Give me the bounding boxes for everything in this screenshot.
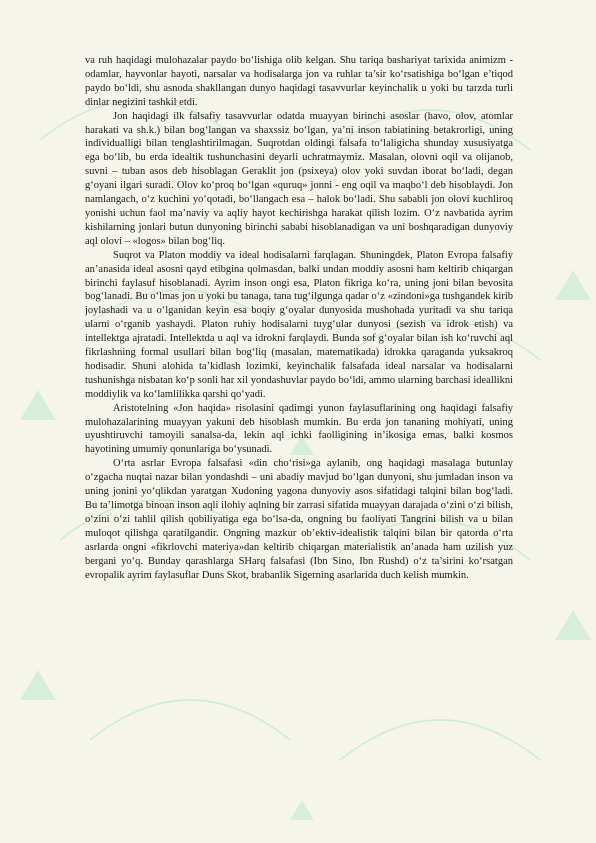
watermark-leaf-1	[20, 390, 56, 420]
paragraph-socrates-plato: Suqrot va Platon moddiy va ideal hodisalarni farqlagan. Shuningdek, Platon Evropa falsafiy an’anasida ideal asosni qayd etibgina qolmasdan, balki undan moddiy asosni ham keltirib chiqargan birinchi faylasuf hisoblanadi. Ayrim inson ongi esa, Platon fikriga ko‘ra, uning joni bilan bevosita bog‘lanadi. Bu o‘lmas jon u yoki bu tanaga, tana tug‘ilgunga qadar o‘z «zindoni»ga tushgandek kirib joylashadi va u o‘lganidan keyin esa boqiy g‘oyalar dunyosida mushohada yuritadi va shu tariqa ularni o‘rganib yashaydi. Platon ruhiy hodisalarni tuyg‘ular dunyosi (sezish va idrok etish) va intellektga ajratadi. Intellektda u aql va idrokni farqlaydi. Bunda sof g‘oyalar bilan ish ko‘ruvchi aql fikrlashning formal usullari bilan bog‘liq (masalan, matematikada) idrokka qaraganda yuksakroq hodisadir. Shuni alohida ta’kidlash lozimki, keyinchalik falsafada ideal narsalar va hodisalarni tushunishga nisbatan ko‘p sonli har xil yondashuvlar paydo bo‘ldi, ammo ularning barchasi ideallikni moddiylik va ko‘lamlilikka qarshi qo‘yadi.	[85, 249, 513, 400]
document-page	[85, 54, 513, 814]
watermark-leaf-2	[555, 270, 591, 300]
paragraph-middle-ages: O‘rta asrlar Evropa falsafasi «din cho‘risi»ga aylanib, ong haqidagi masalaga butunlay o‘zgacha nuqtai nazar bilan yondashdi – uni abadiy mavjud bo‘lgan dunyoni, shu jumladan inson va uning jonini yo‘qlikdan yaratgan Xudoning yagona dunyoviy asos sifatidagi talqini bilan bog‘ladi. Bu ta’limotga binoan inson aqli ilohiy aqlning bir zarrasi sifatida muayyan darajada o‘zini o‘zi bilish, o‘zini o‘zi tahlil qilish qobiliyatiga ega bo‘lsa-da, ongning bu faoliyati Tangrini bilish va u bilan muloqot qilishga qaratilgandir. Ongning mazkur ob’ektiv-idealistik talqini bilan bir qatorda o‘rta asrlarda ongni «fikrlovchi materiya»dan keltirib chiqargan materialistik an’anada ham uzilish yuz bergani yo‘q. Bunday qarashlarga SHarq falsafasi (Ibn Sino, Ibn Rushd) o‘z ta’sirini ko‘rsatgan evropalik ayrim faylasuflar Duns Skot, brabanlik Sigerning asarlarida duch kelish mumkin.	[85, 458, 513, 581]
watermark-leaf-3	[20, 670, 56, 700]
paragraph-animism: va ruh haqidagi mulohazalar paydo bo‘lishiga olib kelgan. Shu tariqa bashariyat tarixida animizm - odamlar, hayvonlar hayoti, narsalar va hodisalarga jon va ruhlar ta’sir ko‘rsatishiga bo‘lgan e’tiqod paydo bo‘ldi, shu asnoda shakllangan dunyo haqidagi tasavvurlar keyinchalik u yoki bu tarzda turli dinlar negizini tashkil etdi.	[85, 55, 513, 108]
paragraph-aristotle: Aristotelning «Jon haqida» risolasini qadimgi yunon faylasuflarining ong haqidagi falsafiy mulohazalarining muayyan yakuni deb hisoblash mumkin. Bu erda jon tananing mohiyati, uning uyushtiruvchi tamoyili sanalsa-da, lekin aql ichki faolligining in’ikosiga emas, balki kosmos hayotining umumiy qonunlariga bo‘ysunadi.	[85, 402, 513, 456]
paragraph-early-philosophy: Jon haqidagi ilk falsafiy tasavvurlar odatda muayyan birinchi asoslar (havo, olov, atomlar harakati va sh.k.) bilan bog‘langan va shaxssiz bo‘lgan, ya’ni inson tabiatining betakrorligi, uning individualligi bilan tenglashtirilmagan. Suqrotdan oldingi falsafa to‘laligicha shunday xususiyatga ega bo‘lib, bu erda idealtik tushunchasini deyarli uchratmaymiz. Masalan, olovni oqil va olijanob, suvni – tuban asos deb hisoblagan Geraklit jon (psixeya) olov yoki suvdan iborat bo‘ladi, degan g‘oyani ilgari suradi. Olov ko‘proq bo‘lgan «quruq» jonni - eng oqil va maqbo‘l deb hisoblaydi. Jon namlangach, o‘z kuchini yo‘qotadi, bo‘llangach esa – halok bo‘ladi. Shu sababli jon olovi kuchliroq yonishi uchun faol ma’naviy va aqliy hayot kechirishga harakat qilish lozim. O‘z navbatida ayrim kishilarning jonlari butun dunyoning birinchi sababi hisoblanadigan va uni boshqaradigan dunyoviy aql olovi – «logos» bilan bog‘liq.	[85, 110, 513, 247]
watermark-leaf-4	[555, 610, 591, 640]
